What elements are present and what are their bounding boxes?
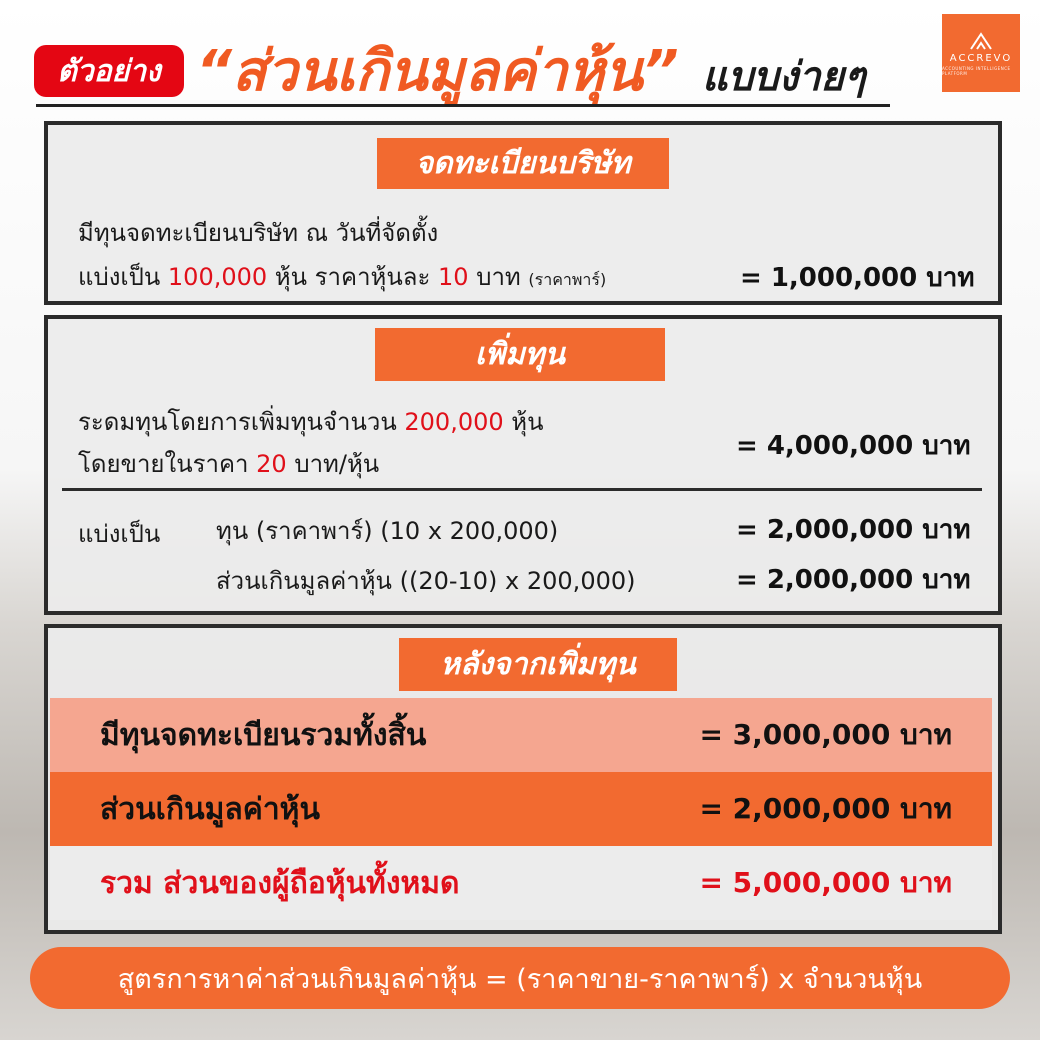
register-note: (ราคาพาร์): [528, 270, 607, 289]
logo-brand-text: ACCREVO: [949, 52, 1013, 64]
register-line-1: มีทุนจดทะเบียนบริษัท ณ วันที่จัดตั้ง: [78, 219, 439, 247]
increase-price: 20: [256, 450, 287, 478]
header-divider: [36, 104, 890, 107]
increase-line-2: [78, 444, 379, 483]
summary-premium-label: ส่วนเกินมูลค่าหุ้น: [100, 791, 320, 827]
summary-premium-value: = 2,000,000 บาท: [699, 792, 952, 825]
split-par-value: = 2,000,000 บาท: [736, 515, 971, 545]
register-line-2-b: หุ้น ราคาหุ้นละ: [274, 263, 431, 291]
register-price: 10: [438, 263, 469, 291]
increase-shares: 200,000: [404, 408, 504, 436]
example-badge: ตัวอย่าง: [34, 45, 184, 97]
logo-mark-icon: [968, 31, 994, 51]
summary-total-value: = 5,000,000 บาท: [699, 866, 952, 899]
split-premium-value: = 2,000,000 บาท: [736, 565, 971, 595]
register-value: = 1,000,000 บาท: [740, 263, 975, 293]
formula-banner: สูตรการหาค่าส่วนเกินมูลค่าหุ้น = (ราคาขาย-ราคาพาร์) x จำนวนหุ้น: [30, 947, 1010, 1009]
section-capital-divider: [62, 488, 982, 491]
summary-registered-label: มีทุนจดทะเบียนรวมทั้งสิ้น: [100, 717, 427, 753]
section-capital-increase-heading: เพิ่มทุน: [375, 328, 665, 381]
page-subtitle: แบบง่ายๆ: [702, 54, 866, 100]
register-line-2-c: บาท: [476, 263, 521, 291]
register-line-2: [78, 257, 606, 296]
section-after-increase-heading: หลังจากเพิ่มทุน: [399, 638, 677, 691]
split-premium-label: ส่วนเกินมูลค่าหุ้น ((20-10) x 200,000): [216, 567, 636, 595]
register-line-2-a: แบ่งเป็น: [78, 263, 161, 291]
increase-line-1: [78, 402, 544, 441]
register-shares: 100,000: [167, 263, 268, 291]
summary-total-label: รวม ส่วนของผู้ถือหุ้นทั้งหมด: [100, 865, 460, 901]
increase-line-2-a: โดยขายในราคา: [78, 450, 249, 478]
split-par-label: ทุน (ราคาพาร์) (10 x 200,000): [216, 517, 559, 545]
increase-line-1-a: ระดมทุนโดยการเพิ่มทุนจำนวน: [78, 408, 397, 436]
summary-registered-value: = 3,000,000 บาท: [699, 718, 952, 751]
split-label: แบ่งเป็น: [78, 520, 161, 548]
summary-row-registered: [50, 698, 992, 772]
summary-row-premium: [50, 772, 992, 846]
increase-value: = 4,000,000 บาท: [736, 431, 971, 461]
section-register-heading: จดทะเบียนบริษัท: [377, 138, 669, 189]
page-title: “ส่วนเกินมูลค่าหุ้น”: [196, 39, 679, 104]
brand-logo: [942, 14, 1020, 92]
increase-line-1-b: หุ้น: [511, 408, 544, 436]
logo-tagline: ACCOUNTING INTELLIGENCE PLATFORM: [942, 65, 1011, 76]
increase-line-2-b: บาท/หุ้น: [294, 450, 380, 478]
summary-row-total: [50, 846, 992, 920]
